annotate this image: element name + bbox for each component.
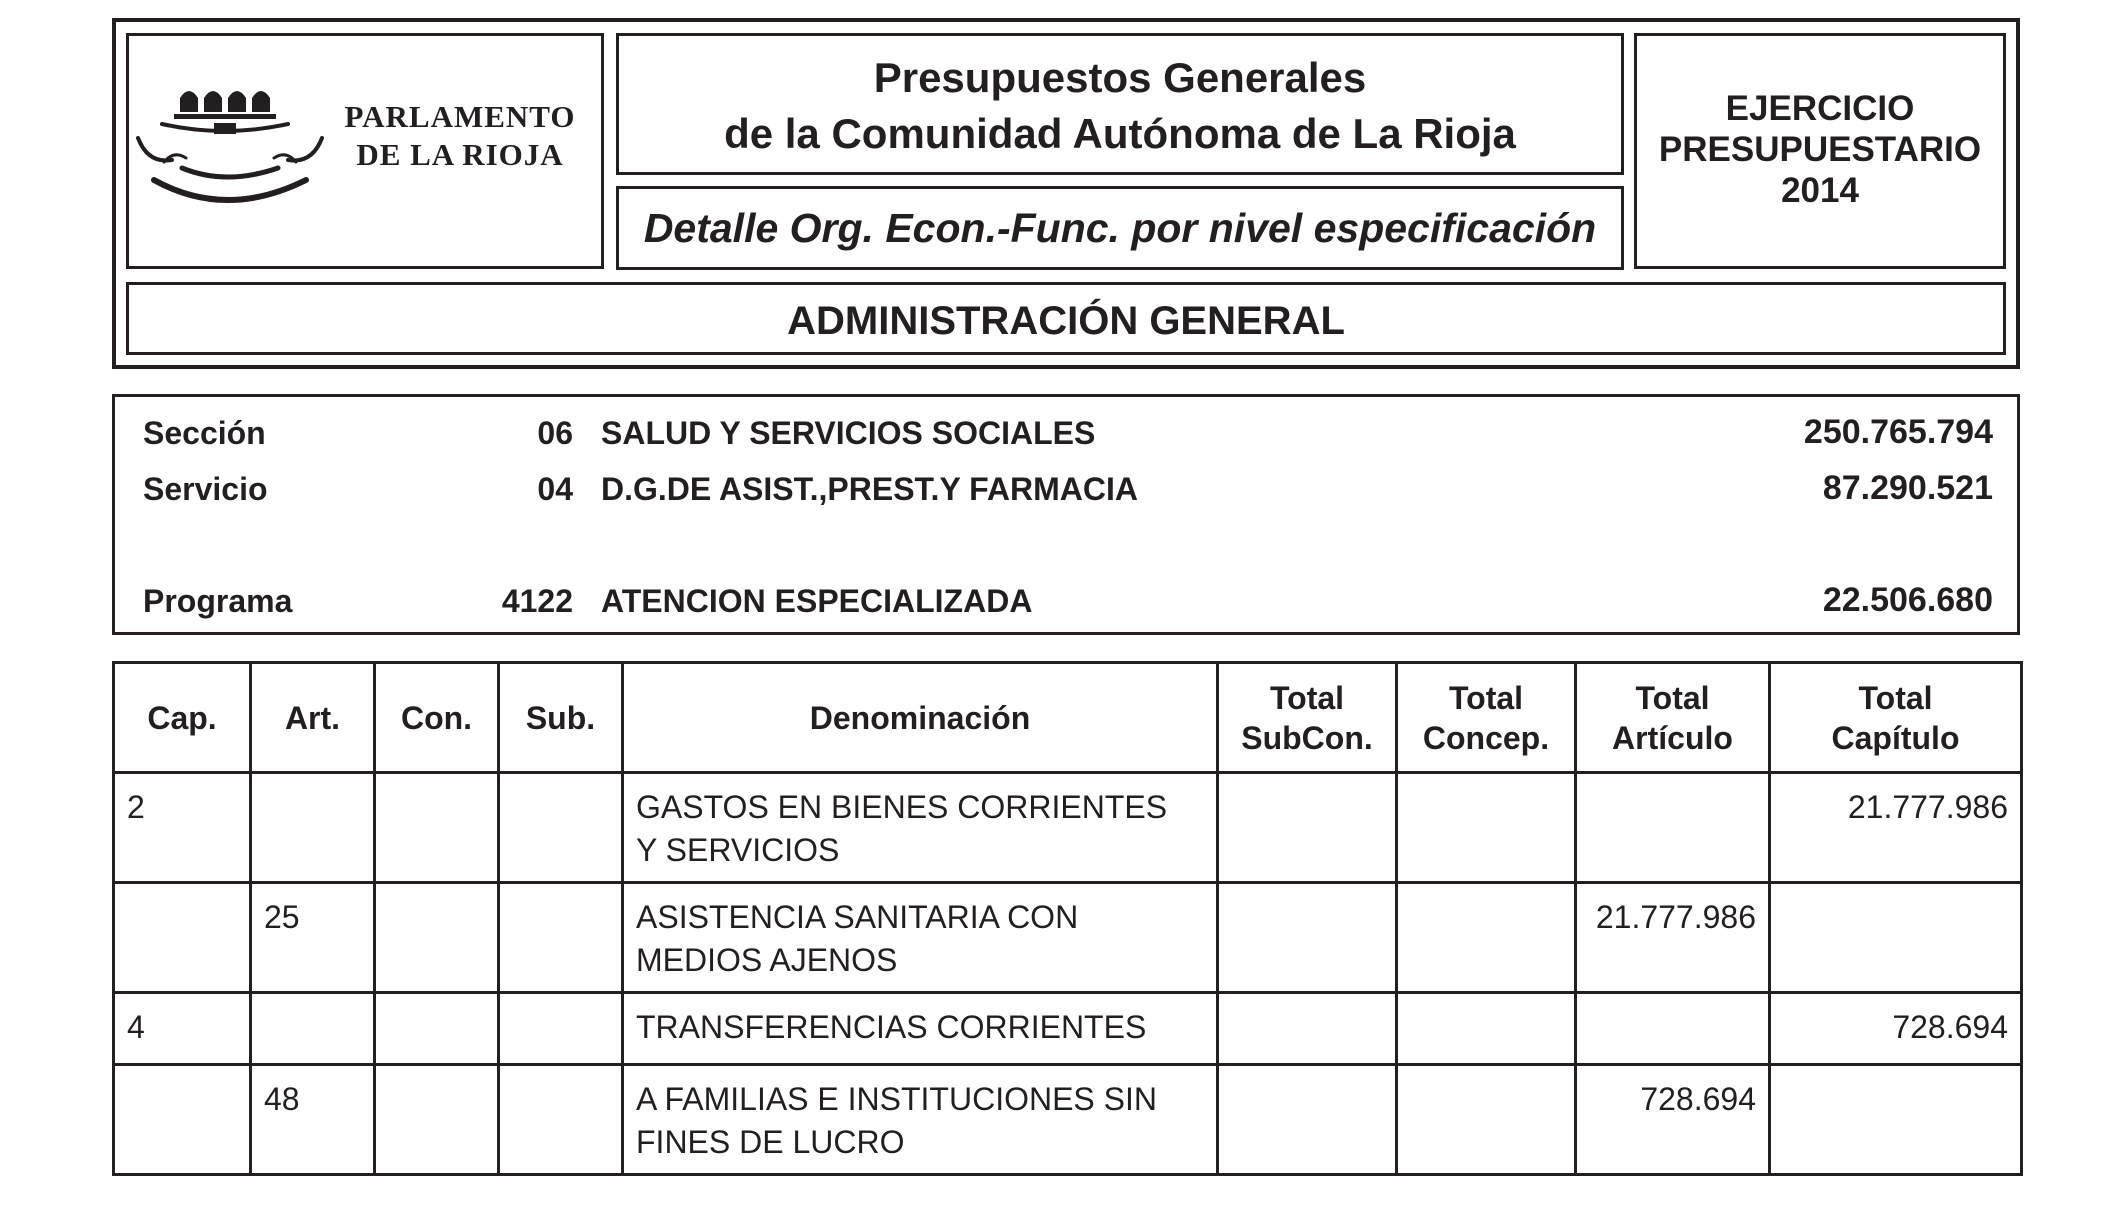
col-header-text: Capítulo xyxy=(1831,719,1960,756)
exercise-label-1: EJERCICIO xyxy=(1725,89,1915,128)
cell-cap: 2 xyxy=(114,773,251,883)
servicio-code: 04 xyxy=(537,471,573,507)
denom-line: ASISTENCIA SANITARIA CON xyxy=(636,899,1079,935)
table-row xyxy=(114,773,2022,883)
table-row xyxy=(114,1065,2022,1175)
cell-total-concep xyxy=(1397,883,1576,993)
servicio-label: Servicio xyxy=(143,471,268,507)
cell-total-concep xyxy=(1397,1065,1576,1175)
cell-sub xyxy=(499,1065,623,1175)
denom-line: Y SERVICIOS xyxy=(636,832,840,868)
programa-code: 4122 xyxy=(501,583,573,619)
col-header-con: Con. xyxy=(375,663,499,773)
cell-total-capitulo xyxy=(1770,883,2022,993)
cell-total-concep xyxy=(1397,773,1576,883)
seccion-description: SALUD Y SERVICIOS SOCIALES xyxy=(601,415,1096,451)
cell-total-articulo xyxy=(1576,993,1770,1065)
cell-total-subcon xyxy=(1218,1065,1397,1175)
administration-title: ADMINISTRACIÓN GENERAL xyxy=(787,299,1345,343)
cell-denominacion xyxy=(623,883,1218,993)
cell-con xyxy=(375,883,499,993)
col-header-total-capitulo xyxy=(1770,663,2022,773)
col-header-text: Concep. xyxy=(1422,719,1550,756)
page-title-line-1: Presupuestos Generales xyxy=(873,54,1367,101)
col-header-text: Total xyxy=(1858,679,1933,716)
table-row xyxy=(114,993,2022,1065)
parliament-logo-icon xyxy=(134,80,326,210)
col-header-total-concep xyxy=(1397,663,1576,773)
programa-amount: 22.506.680 xyxy=(1822,581,1993,619)
cell-total-subcon xyxy=(1218,773,1397,883)
parliament-name xyxy=(330,98,590,174)
denom-line: FINES DE LUCRO xyxy=(636,1124,905,1160)
seccion-row xyxy=(115,415,2017,455)
page-title-line-2: de la Comunidad Autónoma de La Rioja xyxy=(724,110,1516,157)
cell-art: 48 xyxy=(251,1065,375,1175)
seccion-amount: 250.765.794 xyxy=(1803,413,1993,451)
cell-con xyxy=(375,773,499,883)
exercise-year: 2014 xyxy=(1781,171,1859,210)
col-header-cap: Cap. xyxy=(114,663,251,773)
cell-sub xyxy=(499,773,623,883)
cell-art xyxy=(251,993,375,1065)
cell-denominacion xyxy=(623,993,1218,1065)
seccion-code: 06 xyxy=(537,415,573,451)
cell-total-capitulo: 21.777.986 xyxy=(1770,773,2022,883)
col-header-text: Artículo xyxy=(1612,719,1733,756)
col-header-text: Total xyxy=(1635,679,1710,716)
table-row xyxy=(114,883,2022,993)
budget-table xyxy=(112,661,2023,1176)
col-header-art: Art. xyxy=(251,663,375,773)
cell-cap xyxy=(114,883,251,993)
denom-line: MEDIOS AJENOS xyxy=(636,942,898,978)
servicio-row xyxy=(115,471,2017,511)
section-info-box xyxy=(112,394,2020,635)
cell-total-articulo: 21.777.986 xyxy=(1576,883,1770,993)
col-header-text: Total xyxy=(1269,679,1345,716)
servicio-amount: 87.290.521 xyxy=(1822,469,1993,507)
exercise-label-2: PRESUPUESTARIO xyxy=(1658,130,1982,169)
col-header-text: SubCon. xyxy=(1241,719,1373,756)
page-subtitle: Detalle Org. Econ.-Func. por nivel especificación xyxy=(643,205,1597,251)
cell-art: 25 xyxy=(251,883,375,993)
cell-denominacion xyxy=(623,773,1218,883)
col-header-total-articulo xyxy=(1576,663,1770,773)
cell-total-articulo xyxy=(1576,773,1770,883)
table-header-row xyxy=(114,663,2022,773)
denom-line: TRANSFERENCIAS CORRIENTES xyxy=(636,1009,1147,1045)
cell-total-subcon xyxy=(1218,883,1397,993)
col-header-denominacion: Denominación xyxy=(623,663,1218,773)
cell-cap xyxy=(114,1065,251,1175)
cell-art xyxy=(251,773,375,883)
servicio-description: D.G.DE ASIST.,PREST.Y FARMACIA xyxy=(601,471,1138,507)
col-header-text: Total xyxy=(1448,679,1524,716)
programa-label: Programa xyxy=(143,583,293,619)
col-header-total-subcon xyxy=(1218,663,1397,773)
cell-total-articulo: 728.694 xyxy=(1576,1065,1770,1175)
seccion-label: Sección xyxy=(143,415,266,451)
programa-row xyxy=(115,583,2017,623)
parliament-line-2: DE LA RIOJA xyxy=(356,137,564,172)
cell-sub xyxy=(499,883,623,993)
col-header-sub: Sub. xyxy=(499,663,623,773)
cell-total-subcon xyxy=(1218,993,1397,1065)
parliament-line-1: PARLAMENTO xyxy=(344,99,576,134)
cell-sub xyxy=(499,993,623,1065)
cell-total-capitulo xyxy=(1770,1065,2022,1175)
cell-total-concep xyxy=(1397,993,1576,1065)
cell-cap: 4 xyxy=(114,993,251,1065)
cell-total-capitulo: 728.694 xyxy=(1770,993,2022,1065)
cell-denominacion xyxy=(623,1065,1218,1175)
cell-con xyxy=(375,993,499,1065)
programa-description: ATENCION ESPECIALIZADA xyxy=(601,583,1033,619)
denom-line: A FAMILIAS E INSTITUCIONES SIN xyxy=(636,1081,1157,1117)
cell-con xyxy=(375,1065,499,1175)
denom-line: GASTOS EN BIENES CORRIENTES xyxy=(636,789,1168,825)
